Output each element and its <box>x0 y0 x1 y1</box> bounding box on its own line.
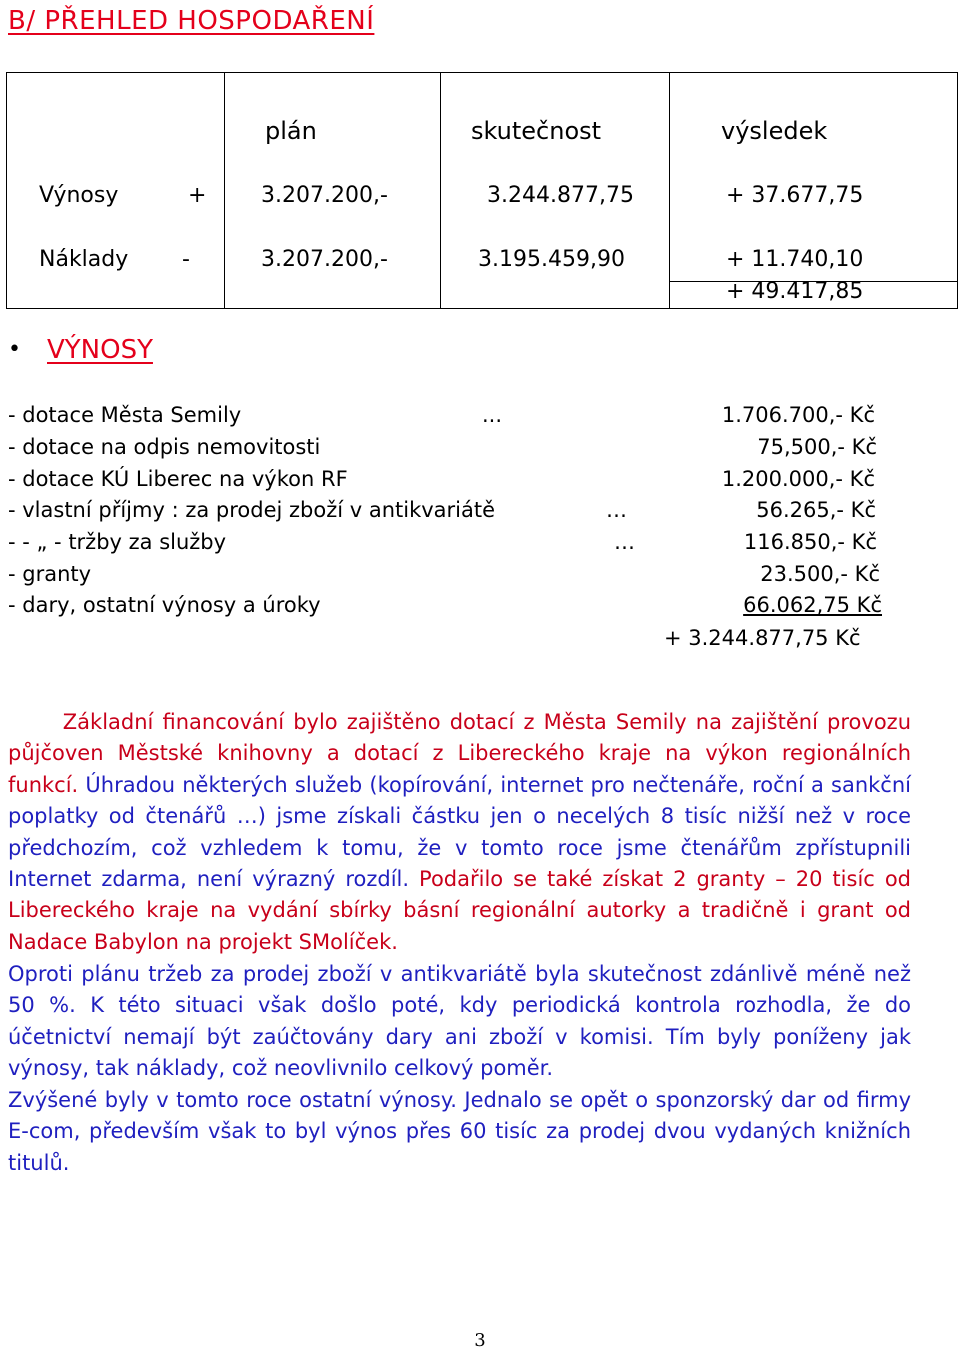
revenue-item-amount: 75,500,- Kč <box>757 435 877 459</box>
table-divider <box>224 73 225 308</box>
revenue-item: - dotace na odpis nemovitosti <box>8 435 321 459</box>
result-total: + 49.417,85 <box>726 279 864 304</box>
row-result-revenue: + 37.677,75 <box>726 183 864 208</box>
header-actual: skutečnost <box>471 117 602 145</box>
row-actual-costs: 3.195.459,90 <box>478 247 625 272</box>
revenue-item-amount: 56.265,- Kč <box>756 498 876 522</box>
revenue-item: - dotace KÚ Liberec na výkon RF <box>8 467 348 491</box>
page-number: 3 <box>474 1330 486 1351</box>
revenue-item-dots: … <box>606 498 627 522</box>
row-sign-revenue: + <box>188 183 207 208</box>
row-actual-revenue: 3.244.877,75 <box>487 183 634 208</box>
section-heading: B/ PŘEHLED HOSPODAŘENÍ <box>8 6 375 36</box>
row-plan-costs: 3.207.200,- <box>261 247 388 272</box>
revenue-item-amount: 1.200.000,- Kč <box>721 467 875 491</box>
revenue-item-amount: 116.850,- Kč <box>743 530 877 554</box>
revenue-item-amount: 1.706.700,- Kč <box>721 403 875 427</box>
row-label-revenue: Výnosy <box>39 183 119 208</box>
bullet-icon: • <box>8 337 21 362</box>
paragraph-segment: Oproti plánu tržeb za prodej zboží v antikvariátě byla skutečnost zdánlivě méně než 50 %. K této situaci však došlo poté, kdy periodická kontrola rozhodla, že do účetnictví nemají být zaúčtovány dary ani zboží v komisi. Tím byly poníženy jak výnosy, tak náklady, což neovlivnilo celkový poměr. <box>8 962 911 1081</box>
revenue-item-amount: 23.500,- Kč <box>760 562 880 586</box>
row-plan-revenue: 3.207.200,- <box>261 183 388 208</box>
paragraph-segment: Zvýšené byly v tomto roce ostatní výnosy. Jednalo se opět o sponzorský dar od firmy E-com, především však to byl výnos přes 60 tisíc za prodej dvou vydaných knižních titulů. <box>8 1088 911 1175</box>
revenue-item: - granty <box>8 562 92 586</box>
paragraph-other-revenue <box>8 1085 911 1179</box>
revenue-item: - dary, ostatní výnosy a úroky <box>8 593 321 617</box>
paragraph-financing <box>8 707 918 958</box>
row-label-costs: Náklady <box>39 247 129 272</box>
row-result-costs: + 11.740,10 <box>726 247 864 272</box>
row-sign-costs: - <box>182 247 190 272</box>
table-divider <box>440 73 441 308</box>
revenue-title: VÝNOSY <box>47 335 153 365</box>
header-result: výsledek <box>721 117 828 145</box>
paragraph-segment: Úhradou některých služeb (kopírování, internet pro nečtenáře, roční a sankční poplatky od čtenářů …) jsme získali částku jen o necelých 8 tisíc nižší než v roce předchozím, což vzhledem k tomu, že v tomto roce jsme čtenářům zpřístupnili Internet zdarma, není výrazný rozdíl. <box>8 772 911 892</box>
header-plan: plán <box>265 117 317 145</box>
revenue-total: + 3.244.877,75 Kč <box>664 626 861 650</box>
revenue-item-dots: … <box>614 530 635 554</box>
paragraph-segment: Podařilo se také získat 2 granty – 20 tisíc od Libereckého kraje na vydání sbírky básní regionální autorky a tradičně i grant od Nadace Babylon na projekt SMolíček. <box>8 867 911 954</box>
summary-table <box>6 72 958 309</box>
paragraph-antiquariat <box>8 959 911 1085</box>
revenue-item: - dotace Města Semily <box>8 403 242 427</box>
revenue-item-amount: 66.062,75 Kč <box>743 593 882 617</box>
paragraph-segment: Základní financování bylo zajištěno dotací z Města Semily na zajištění provozu půjčoven Městské knihovny a dotací z Libereckého kraje na výkon regionálních funkcí. <box>8 710 918 797</box>
revenue-item: - - „ - tržby za služby <box>8 530 227 554</box>
revenue-item-dots: ... <box>482 403 503 427</box>
table-divider <box>669 73 670 308</box>
revenue-item: - vlastní příjmy : za prodej zboží v antikvariátě <box>8 498 496 522</box>
